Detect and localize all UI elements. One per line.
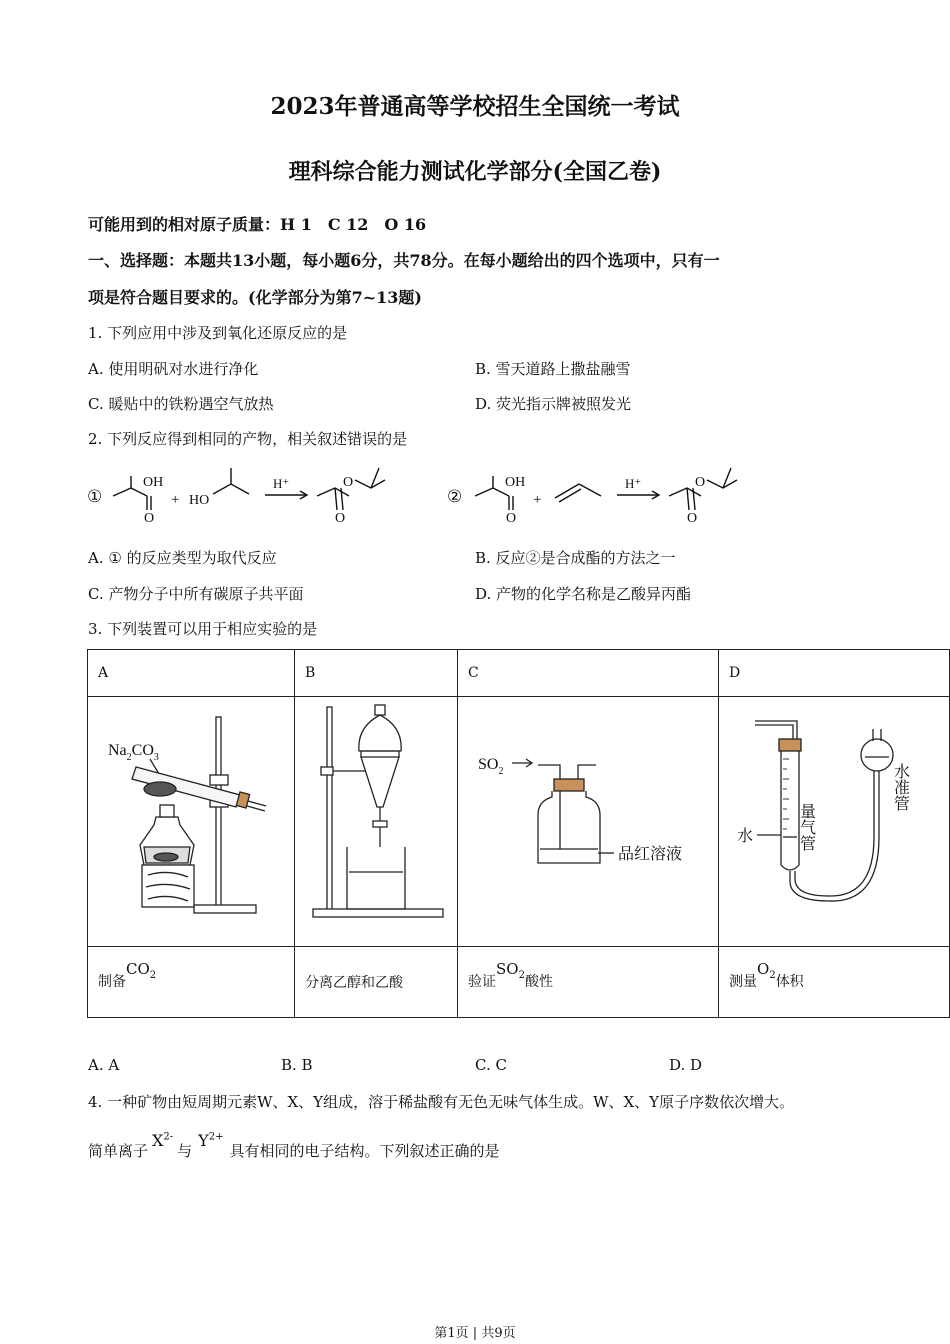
apparatus-c bbox=[458, 697, 719, 947]
q3-option-b: B. B bbox=[281, 1056, 313, 1074]
acid2-oh-label: OH bbox=[505, 475, 526, 490]
q4-stem: 4. 一种矿物由短周期元素W、X、Y组成，溶于稀盐酸有无色无味气体生成。W、X、Y原子序数依次增大。 bbox=[88, 1093, 795, 1111]
reaction-2-marker: ② bbox=[447, 487, 463, 506]
q2-reaction-scheme bbox=[85, 462, 765, 532]
exam-title: 2023年普通高等学校招生全国统一考试 bbox=[270, 93, 680, 120]
reaction-1-marker: ① bbox=[87, 487, 103, 506]
catalyst-label-1: H⁺ bbox=[273, 476, 290, 491]
apparatus-d bbox=[719, 697, 950, 947]
liangqiguan-label: 量气管 bbox=[797, 803, 817, 851]
q3-option-a: A. A bbox=[88, 1056, 120, 1074]
apparatus-b-drawing bbox=[305, 697, 447, 942]
ester-o-bottom-2: O bbox=[687, 511, 698, 526]
header-c: C bbox=[458, 650, 719, 697]
svg-text:SO2: $SO_2$ bbox=[478, 756, 504, 777]
ester-o-top-1: O bbox=[343, 475, 354, 490]
acid-o-label: O bbox=[144, 511, 155, 526]
so2-label: SO bbox=[478, 756, 499, 773]
section-instructions-2: 项是符合题目要求的。(化学部分为第7~13题) bbox=[88, 288, 422, 307]
pinhong-label: 品红溶液 bbox=[618, 844, 683, 863]
q3-option-c: C. C bbox=[475, 1056, 507, 1074]
ester-o-top-2: O bbox=[695, 475, 706, 490]
acid2-o-label: O bbox=[506, 511, 517, 526]
q3-stem: 3. 下列装置可以用于相应实验的是 bbox=[88, 620, 318, 638]
apparatus-a bbox=[88, 697, 295, 947]
caption-c: 验证$SO_2$酸性 bbox=[458, 947, 719, 1018]
q3-option-d: D. D bbox=[669, 1056, 703, 1074]
alcohol-ho-label: HO bbox=[189, 493, 210, 508]
catalyst-label-2: H⁺ bbox=[625, 476, 642, 491]
ester-o-bottom-1: O bbox=[335, 511, 346, 526]
q1-stem: 1. 下列应用中涉及到氧化还原反应的是 bbox=[88, 324, 348, 342]
header-a: A bbox=[88, 650, 295, 697]
header-b: B bbox=[295, 650, 458, 697]
svg-text:Na2CO3: $Na_2CO_3$ bbox=[108, 742, 159, 763]
q2-option-b: B. 反应②是合成酯的方法之一 bbox=[475, 549, 676, 567]
plus-sign-1: + bbox=[171, 492, 180, 508]
apparatus-b bbox=[295, 697, 458, 947]
apparatus-table bbox=[87, 649, 950, 1018]
section-instructions-1: 一、选择题：本题共13小题，每小题6分，共78分。在每小题给出的四个选项中，只有一 bbox=[88, 251, 720, 270]
q2-option-c: C. 产物分子中所有碳原子共平面 bbox=[88, 585, 304, 603]
acid-oh-label: OH bbox=[143, 475, 164, 490]
q4-stem-line2: 简单离子$X^{2-}$与$Y^{2+}$具有相同的电子结构。下列叙述正确的是 bbox=[88, 1131, 500, 1160]
exam-subtitle: 理科综合能力测试化学部分(全国乙卷) bbox=[288, 159, 662, 185]
caption-a: 制备$CO_2$ bbox=[88, 947, 295, 1018]
apparatus-a-drawing bbox=[98, 697, 284, 942]
q1-option-c: C. 暖贴中的铁粉遇空气放热 bbox=[88, 395, 274, 413]
ion-y: Y bbox=[198, 1131, 209, 1150]
shuizhunguan-label: 水准管 bbox=[891, 763, 911, 811]
header-d: D bbox=[719, 650, 950, 697]
page-footer: 第1页 | 共9页 bbox=[434, 1326, 516, 1341]
caption-d: 测量$O_2$体积 bbox=[719, 947, 950, 1018]
q1-option-a: A. 使用明矾对水进行净化 bbox=[88, 360, 259, 378]
caption-b: 分离乙醇和乙酸 bbox=[295, 947, 458, 1018]
na-label: Na bbox=[108, 742, 127, 759]
apparatus-d-drawing bbox=[729, 697, 939, 942]
q2-stem: 2. 下列反应得到相同的产物，相关叙述错误的是 bbox=[88, 430, 408, 448]
water-label: 水 bbox=[737, 826, 754, 845]
q2-option-a: A. ① 的反应类型为取代反应 bbox=[88, 549, 277, 567]
atomic-mass-line: 可能用到的相对原子质量：H 1 C 12 O 16 bbox=[88, 215, 427, 234]
q1-option-d: D. 荧光指示牌被照发光 bbox=[475, 395, 632, 413]
q2-option-d: D. 产物的化学名称是乙酸异丙酯 bbox=[475, 585, 692, 603]
ion-x: X bbox=[152, 1131, 164, 1150]
apparatus-c-drawing bbox=[468, 697, 708, 942]
q1-option-b: B. 雪天道路上撒盐融雪 bbox=[475, 360, 631, 378]
plus-sign-2: + bbox=[533, 492, 542, 508]
